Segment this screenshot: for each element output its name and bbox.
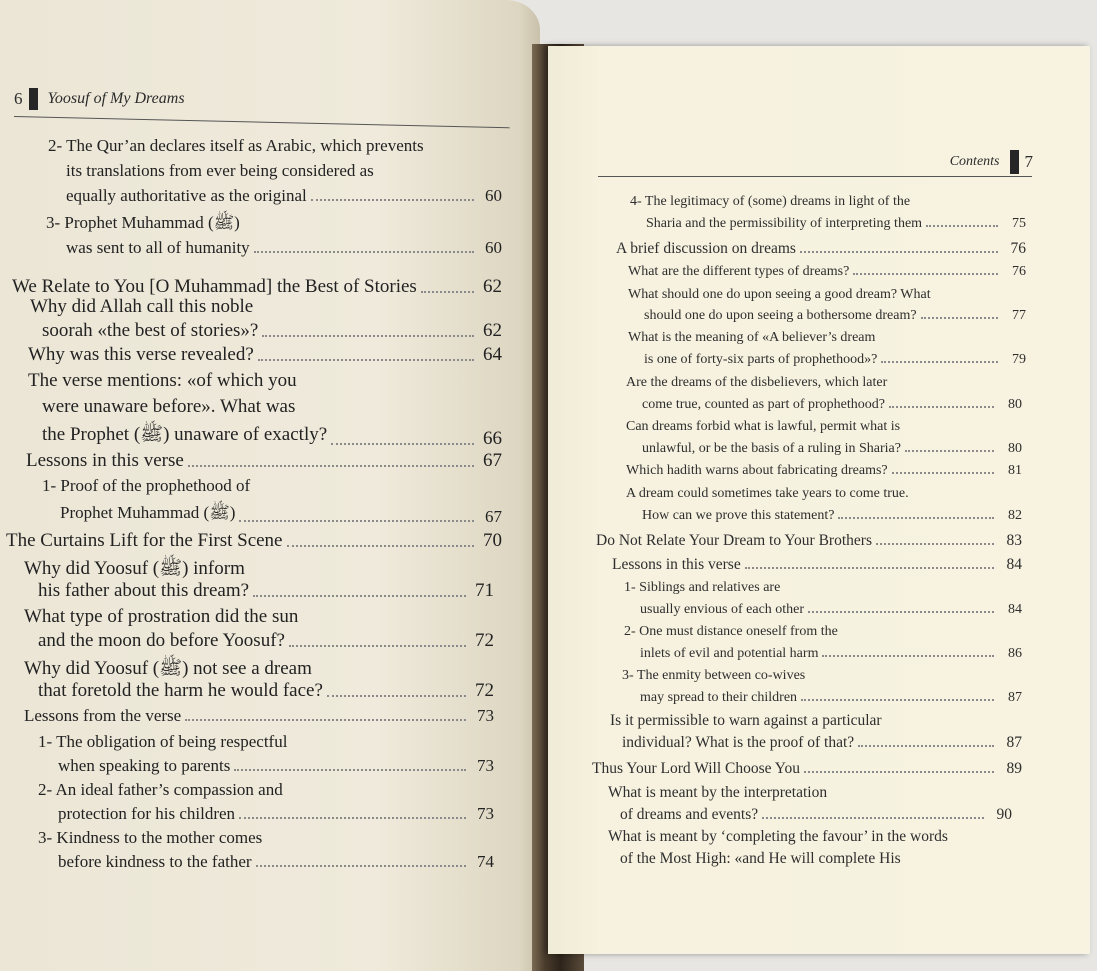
toc-entry[interactable]: and the moon do before Yoosuf? 72 [38, 630, 494, 651]
left-page-header [14, 88, 185, 110]
toc-entry[interactable]: the Prophet (ﷺ) unaware of exactly? 66 [42, 424, 502, 449]
toc-chapter-entry[interactable]: Do Not Relate Your Dream to Your Brothers 83 [596, 532, 1022, 549]
toc-entry[interactable]: should one do upon seeing a bothersome dream? 77 [644, 308, 1026, 323]
toc-page-number: 64 [483, 344, 502, 365]
toc-entry[interactable]: is one of forty-six parts of prophethood»? 79 [644, 352, 1026, 367]
toc-line: 1- Siblings and relatives are [624, 580, 781, 595]
toc-line: What is meant by the interpretation [608, 784, 828, 801]
toc-page-number: 76 [1012, 264, 1026, 279]
toc-entry[interactable]: Sharia and the permissibility of interpreting them 75 [646, 216, 1026, 231]
header-bar [1010, 150, 1019, 174]
toc-entry[interactable]: may spread to their children 87 [640, 690, 1022, 705]
toc-line: The verse mentions: «of which you [28, 370, 297, 391]
toc-line: What should one do upon seeing a good dream? What [628, 287, 931, 302]
toc-line: 1- The obligation of being respectful [38, 732, 288, 751]
toc-page-number: 81 [1008, 463, 1022, 478]
toc-line: A dream could sometimes take years to come true. [626, 486, 909, 501]
toc-line: of the Most High: «and He will complete His [620, 850, 901, 867]
toc-page-number: 86 [1008, 646, 1022, 661]
toc-page-number: 83 [1006, 532, 1022, 549]
toc-line: 2- One must distance oneself from the [624, 624, 838, 639]
toc-chapter-entry[interactable]: Thus Your Lord Will Choose You 89 [592, 760, 1022, 777]
toc-entry[interactable]: A brief discussion on dreams 76 [616, 240, 1026, 257]
toc-entry[interactable]: Why was this verse revealed? 64 [28, 344, 502, 365]
toc-entry[interactable]: unlawful, or be the basis of a ruling in Sharia? 80 [642, 441, 1022, 456]
toc-entry[interactable]: Lessons in this verse 67 [26, 450, 502, 471]
toc-page-number: 87 [1008, 690, 1022, 705]
toc-entry[interactable]: before kindness to the father 74 [58, 852, 494, 871]
toc-entry[interactable]: usually envious of each other 84 [640, 602, 1022, 617]
toc-page-number: 62 [483, 320, 502, 341]
toc-page-number: 89 [1006, 760, 1022, 777]
toc-page-number: 90 [996, 806, 1012, 823]
toc-chapter-entry[interactable]: We Relate to You [O Muhammad] the Best of Stories 62 [12, 276, 502, 297]
toc-page-number: 66 [483, 428, 502, 449]
toc-page-number: 60 [485, 238, 502, 257]
toc-entry[interactable]: Prophet Muhammad (ﷺ) 67 [60, 503, 502, 526]
toc-page-number: 72 [475, 680, 494, 701]
toc-page-number: 62 [483, 276, 502, 297]
toc-entry[interactable]: soorah «the best of stories»? 62 [42, 320, 502, 341]
left-page-number: 6 [14, 89, 23, 108]
toc-page-number: 77 [1012, 308, 1026, 323]
toc-entry[interactable]: inlets of evil and potential harm 86 [640, 646, 1022, 661]
toc-line: What is meant by ‘completing the favour’ in the words [608, 828, 948, 845]
toc-page-number: 76 [1010, 240, 1026, 257]
toc-page-number: 73 [477, 804, 494, 823]
toc-page-number: 87 [1006, 734, 1022, 751]
header-bar [29, 88, 38, 110]
right-page-header [950, 150, 1033, 174]
toc-entry[interactable]: Lessons in this verse 84 [612, 556, 1022, 573]
toc-entry[interactable]: equally authoritative as the original 60 [66, 186, 502, 205]
toc-line: Why did Allah call this noble [30, 296, 254, 317]
toc-entry[interactable]: What are the different types of dreams? 76 [628, 264, 1026, 279]
toc-page-number: 73 [477, 706, 494, 725]
toc-line: its translations from ever being considered as [66, 161, 374, 180]
toc-line: What is the meaning of «A believer’s dream [628, 330, 876, 345]
toc-page-number: 72 [475, 630, 494, 651]
toc-page-number: 75 [1012, 216, 1026, 231]
toc-line: 3- Kindness to the mother comes [38, 828, 263, 847]
toc-page-number: 80 [1008, 441, 1022, 456]
toc-line: 3- Prophet Muhammad (ﷺ) [46, 213, 240, 232]
toc-entry[interactable]: Lessons from the verse 73 [24, 706, 494, 725]
toc-line: Can dreams forbid what is lawful, permit what is [626, 419, 901, 434]
toc-page-number: 80 [1008, 397, 1022, 412]
right-header-rule [598, 176, 1032, 177]
toc-line: 2- The Qur’an declares itself as Arabic, which prevents [48, 136, 424, 155]
toc-entry[interactable]: was sent to all of humanity 60 [66, 238, 502, 257]
left-running-head: Yoosuf of My Dreams [47, 90, 185, 107]
toc-entry[interactable]: Which hadith warns about fabricating dreams? 81 [626, 463, 1022, 478]
toc-line: What type of prostration did the sun [24, 606, 299, 627]
right-running-head: Contents [949, 154, 1000, 169]
toc-line: 1- Proof of the prophethood of [42, 476, 251, 495]
toc-line: Why did Yoosuf (ﷺ) not see a dream [24, 658, 312, 679]
toc-line: Is it permissible to warn against a particular [610, 712, 882, 729]
toc-page-number: 79 [1012, 352, 1026, 367]
toc-page-number: 74 [477, 852, 494, 871]
toc-entry[interactable]: that foretold the harm he would face? 72 [38, 680, 494, 701]
right-page-number: 7 [1024, 152, 1033, 171]
toc-page-number: 73 [477, 756, 494, 775]
toc-page-number: 70 [483, 530, 502, 551]
toc-entry[interactable]: come true, counted as part of prophethood? 80 [642, 397, 1022, 412]
toc-page-number: 71 [475, 580, 494, 601]
toc-page-number: 84 [1008, 602, 1022, 617]
toc-line: 3- The enmity between co-wives [622, 668, 806, 683]
toc-page-number: 67 [483, 450, 502, 471]
toc-entry[interactable]: How can we prove this statement? 82 [642, 508, 1022, 523]
toc-entry[interactable]: protection for his children 73 [58, 804, 494, 823]
toc-line: 4- The legitimacy of (some) dreams in light of the [630, 194, 911, 209]
toc-page-number: 82 [1008, 508, 1022, 523]
toc-line: were unaware before». What was [42, 396, 296, 417]
toc-entry[interactable]: when speaking to parents 73 [58, 756, 494, 775]
toc-page-number: 84 [1006, 556, 1022, 573]
toc-entry[interactable]: his father about this dream? 71 [38, 580, 494, 601]
toc-line: Are the dreams of the disbelievers, which later [626, 375, 888, 390]
toc-line: Why did Yoosuf (ﷺ) inform [24, 558, 245, 579]
toc-line: 2- An ideal father’s compassion and [38, 780, 283, 799]
toc-page-number: 60 [485, 186, 502, 205]
toc-page-number: 67 [485, 507, 502, 526]
toc-entry[interactable]: individual? What is the proof of that? 87 [622, 734, 1022, 751]
toc-chapter-entry[interactable]: The Curtains Lift for the First Scene 70 [6, 530, 502, 551]
toc-entry[interactable]: of dreams and events? 90 [620, 806, 1012, 823]
